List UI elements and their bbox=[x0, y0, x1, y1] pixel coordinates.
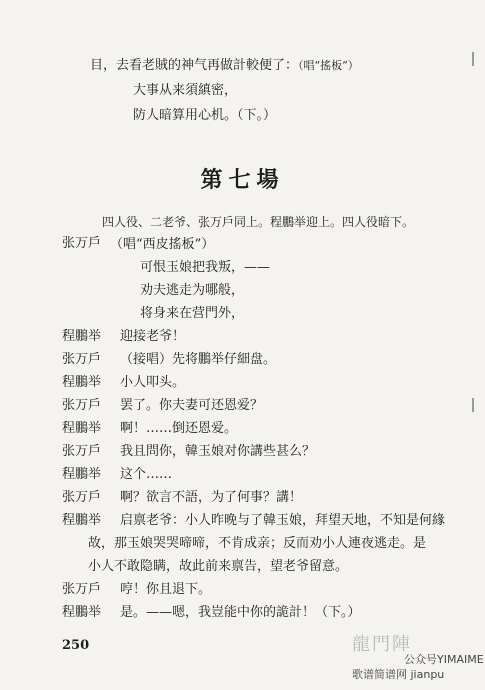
verse-line: 劝夫逃走为哪般， bbox=[140, 283, 245, 298]
dialogue-text: 啊？欲言不語，为了何事？講！ bbox=[120, 490, 303, 505]
stage-direction: 四人役、二老爷、张万戶同上。程鵬举迎上。四人役暗下。 bbox=[102, 215, 415, 229]
text-line: 防人暗算用心机。（下。） bbox=[133, 108, 277, 123]
speaker-label: 程鵬举 bbox=[62, 467, 102, 482]
dialogue-text: 啊！……倒还恩爱。 bbox=[120, 421, 238, 436]
text-line bbox=[90, 58, 359, 74]
speaker-label: 张万戶 bbox=[62, 352, 102, 367]
line-text: 目，去看老賊的神气再做計較便了： bbox=[90, 58, 299, 73]
watermark-text: 公众号YIMAIME bbox=[404, 653, 484, 666]
scan-edge-mark bbox=[472, 398, 474, 412]
dialogue-text: 我且問你，韓玉娘对你講些甚么？ bbox=[120, 444, 316, 459]
dialogue-text: 小人叩头。 bbox=[120, 375, 186, 390]
speaker-label: 张万戶 bbox=[62, 490, 102, 505]
scene-title: 第七場 bbox=[200, 167, 285, 193]
watermark-text: 歌谱简谱网 jianpu bbox=[352, 668, 445, 681]
speaker-label: 程鵬举 bbox=[62, 605, 102, 620]
dialogue-text: （接唱）先将鵬举仔細盘。 bbox=[120, 352, 277, 367]
verse-line: 将身来在营門外， bbox=[140, 306, 245, 321]
dialogue-text: 是。——嗯，我豈能中你的詭計！（下。） bbox=[120, 605, 361, 620]
dialogue-text: 这个…… bbox=[120, 467, 173, 482]
dialogue-text: 启禀老爷：小人昨晚与了韓玉娘，拜望天地，不知是何緣 bbox=[120, 513, 446, 528]
dialogue-text: 迎接老爷！ bbox=[120, 329, 186, 344]
speaker-label: 程鵬举 bbox=[62, 421, 102, 436]
scan-edge-mark bbox=[472, 52, 474, 66]
speaker-label: 张万戶 bbox=[62, 398, 102, 413]
speaker-label: 张万戶 bbox=[62, 236, 102, 251]
speaker-label: 程鵬举 bbox=[62, 513, 102, 528]
dialogue-text: 故，那玉娘哭哭啼啼，不肯成亲；反而劝小人連夜逃走。是 bbox=[88, 536, 427, 551]
verse-line: 可恨玉娘把我叛，—— bbox=[140, 260, 271, 275]
text-line: 大事从来須縝密， bbox=[133, 83, 238, 98]
dialogue-text: 小人不敢隐瞒，故此前来禀告，望老爷留意。 bbox=[88, 559, 349, 574]
dialogue-text: 哼！你且退下。 bbox=[120, 582, 212, 597]
watermark-logo: 龍門陣 bbox=[352, 634, 412, 655]
stage-note: （唱“搖板”） bbox=[298, 59, 359, 72]
dialogue-text: 罢了。你夫妻可还恩爱？ bbox=[120, 398, 264, 413]
page-number: 250 bbox=[62, 638, 90, 653]
dialogue-text: （唱“西皮搖板”） bbox=[110, 237, 215, 252]
speaker-label: 张万戶 bbox=[62, 444, 102, 459]
speaker-label: 程鵬举 bbox=[62, 375, 102, 390]
speaker-label: 程鵬举 bbox=[62, 329, 102, 344]
speaker-label: 张万戶 bbox=[62, 582, 102, 597]
